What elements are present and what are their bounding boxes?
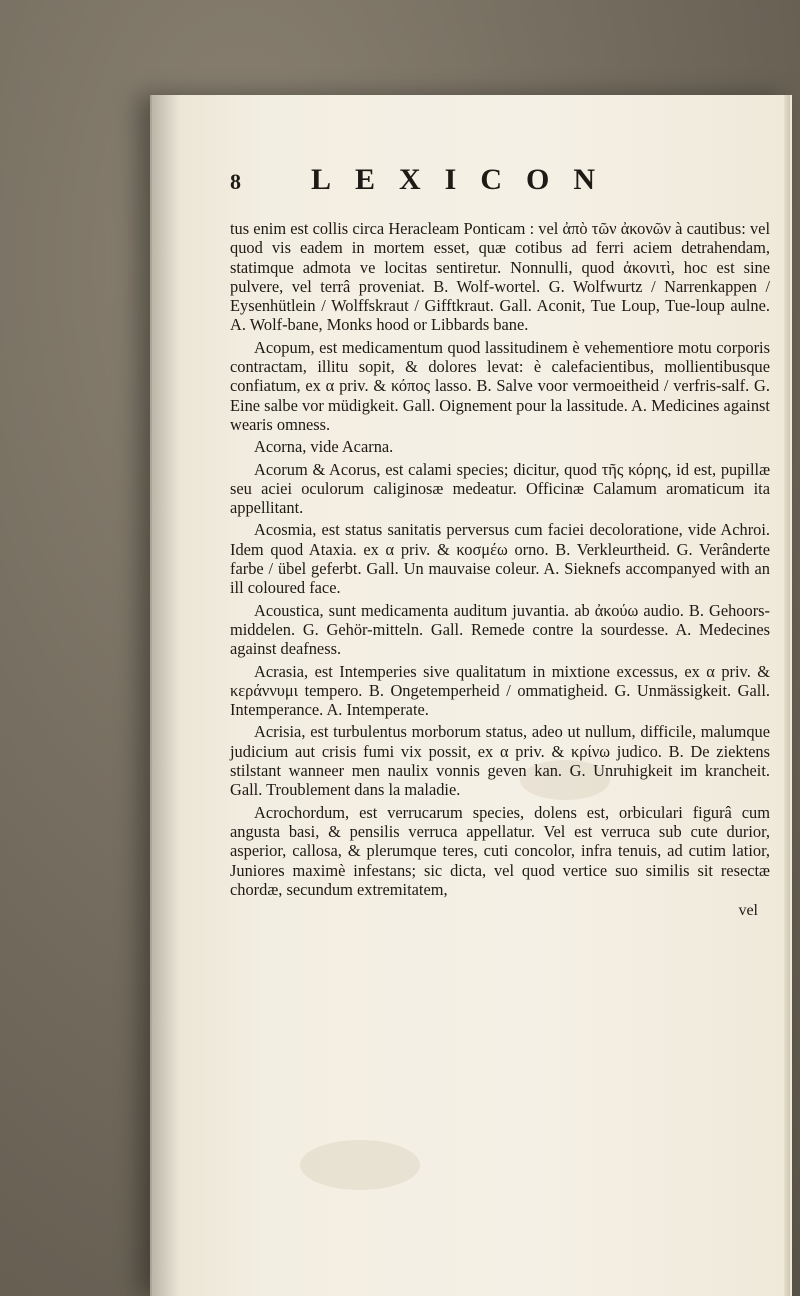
dictionary-entry: Acorum & Acorus, est calami species; dicitur, quod τῆς κόρης, id est, pupillæ seu aciei oculorum caliginosæ medeatur. Officinæ Calamum aromaticum ita appellitant. <box>230 459 770 518</box>
dictionary-entry: Acopum, est medicamentum quod lassitudinem è vehementiore motu corporis contractam, illitu sopit, & dolores levat: è calefacientibus, mollientibusque confiatum, ex α priv. & κόπος lasso. B. Salve voor vermoeitheid / verfris-salf. G. Eine salbe vor müdigkeit. Gall. Oignement pour la lassitude. A. Medicines against wearis omness. <box>230 337 770 434</box>
dictionary-entry: Acoustica, sunt medicamenta auditum juvantia. ab ἀκούω audio. B. Gehoors-middelen. G. Gehör-mitteln. Gall. Remede contre la sourdesse. A. Medecines against deafness. <box>230 600 770 659</box>
page-header <box>230 163 770 197</box>
dictionary-entry: Acrochordum, est verrucarum species, dolens est, orbiculari figurâ cum angusta basi, & pensilis verruca appellatur. Vel est verruca sub cute durior, asperior, callosa, & plerumque teres, cuti concolor, infra tenuis, ad cutim latior, Juniores maximè infestans; sic dicta, vel quod vertice suo similis sit resectæ chordæ, secundum extremitatem, <box>230 802 770 899</box>
paper-stain <box>300 1140 420 1190</box>
dictionary-entry: Acosmia, est status sanitatis perversus cum faciei decoloratione, vide Achroi. Idem quod Ataxia. ex α priv. & κοσμέω orno. B. Verkleurtheid. G. Verânderte farbe / übel geferbt. Gall. Un mauvaise coleur. A. Sieknefs accompanyed with an ill coloured face. <box>230 520 770 598</box>
dictionary-entry: Acrisia, est turbulentus morborum status, adeo ut nullum, difficile, malumque judicium aut crisis fumi vix possit, ex α priv. & κρίνω judico. B. De ziektens stilstant wanneer men naulix vonnis geven kan. G. Unruhigkeit im krancheit. Gall. Troublement dans la maladie. <box>230 722 770 800</box>
dictionary-entry: Acrasia, est Intemperies sive qualitatum in mixtione excessus, ex α priv. & κεράννυμι tempero. B. Ongetemperheid / ommatigheid. G. Unmässigkeit. Gall. Intemperance. A. Intemperate. <box>230 661 770 720</box>
dictionary-entry: Acorna, vide Acarna. <box>254 437 394 457</box>
page-number: 8 <box>230 169 241 194</box>
page-edge <box>784 95 790 1296</box>
dictionary-entry: tus enim est collis circa Heracleam Ponticam : vel ἀπὸ τῶν ἀκονῶν à cautibus: vel quod vis eadem in mortem esset, quæ cotibus ad ferri aciem detrahendam, statimque admota ve locitas sentiretur. Nonnulli, quod ἀκονιτὶ, hoc est sine pulvere, vel terrâ proveniat. B. Wolf-wortel. G. Wolfwurtz / Narrenkappen / Eysenhütlein / Wolffskraut / Gifftkraut. Gall. Aconit, Tue Loup, Tue-loup aulne. A. Wolf-bane, Monks hood or Libbards bane. <box>230 219 770 335</box>
running-head: LEXICON <box>311 163 620 196</box>
page-gutter-shadow <box>150 95 180 1296</box>
catchword: vel <box>738 902 758 920</box>
page-content <box>230 163 770 920</box>
